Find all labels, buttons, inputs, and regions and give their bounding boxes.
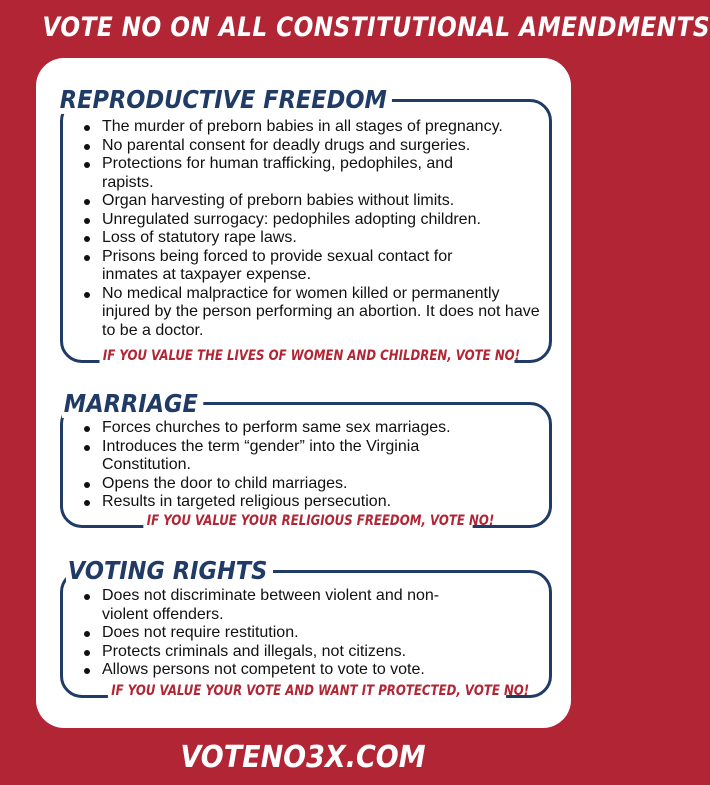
- bullet-list-reproductive-freedom: [80, 118, 540, 340]
- list-item: Organ harvesting of preborn babies without limits.: [80, 192, 540, 211]
- page-title: VOTE NO ON ALL CONSTITUTIONAL AMENDMENTS: [42, 12, 710, 43]
- list-item: Results in targeted religious persecution.: [80, 493, 480, 512]
- section-heading-voting-rights: VOTING RIGHTS: [66, 556, 273, 585]
- list-item: Protections for human trafficking, pedophiles, and rapists.: [80, 155, 492, 192]
- list-item: Forces churches to perform same sex marriages.: [80, 419, 480, 438]
- section-heading-marriage: MARRIAGE: [62, 389, 203, 418]
- list-item: Opens the door to child marriages.: [80, 475, 480, 494]
- list-item: Loss of statutory rape laws.: [80, 229, 540, 248]
- section-tagline-marriage: IF YOU VALUE YOUR RELIGIOUS FREEDOM, VOTE NO!: [143, 513, 472, 529]
- list-item: Allows persons not competent to vote to vote.: [80, 661, 480, 680]
- bullet-list-marriage: [80, 419, 480, 512]
- list-item: The murder of preborn babies in all stages of pregnancy.: [80, 118, 540, 137]
- section-heading-reproductive-freedom: REPRODUCTIVE FREEDOM: [58, 85, 392, 114]
- list-item: Does not require restitution.: [80, 624, 480, 643]
- list-item: Prisons being forced to provide sexual contact for inmates at taxpayer expense.: [80, 248, 502, 285]
- section-tagline-voting-rights: IF YOU VALUE YOUR VOTE AND WANT IT PROTECTED, VOTE NO!: [108, 683, 506, 699]
- list-item: Unregulated surrogacy: pedophiles adopting children.: [80, 211, 540, 230]
- bullet-list-voting-rights: [80, 587, 480, 680]
- list-item: Protects criminals and illegals, not citizens.: [80, 643, 480, 662]
- section-tagline-reproductive-freedom: IF YOU VALUE THE LIVES OF WOMEN AND CHILDREN, VOTE NO!: [100, 348, 515, 364]
- website-url: VOTENO3X.COM: [180, 740, 426, 775]
- list-item: No parental consent for deadly drugs and surgeries.: [80, 137, 540, 156]
- list-item: Does not discriminate between violent and non-violent offenders.: [80, 587, 477, 624]
- list-item: Introduces the term “gender” into the Virginia Constitution.: [80, 438, 472, 475]
- list-item: No medical malpractice for women killed or permanently injured by the person performing an abortion. It does not have to be a doctor.: [80, 285, 540, 341]
